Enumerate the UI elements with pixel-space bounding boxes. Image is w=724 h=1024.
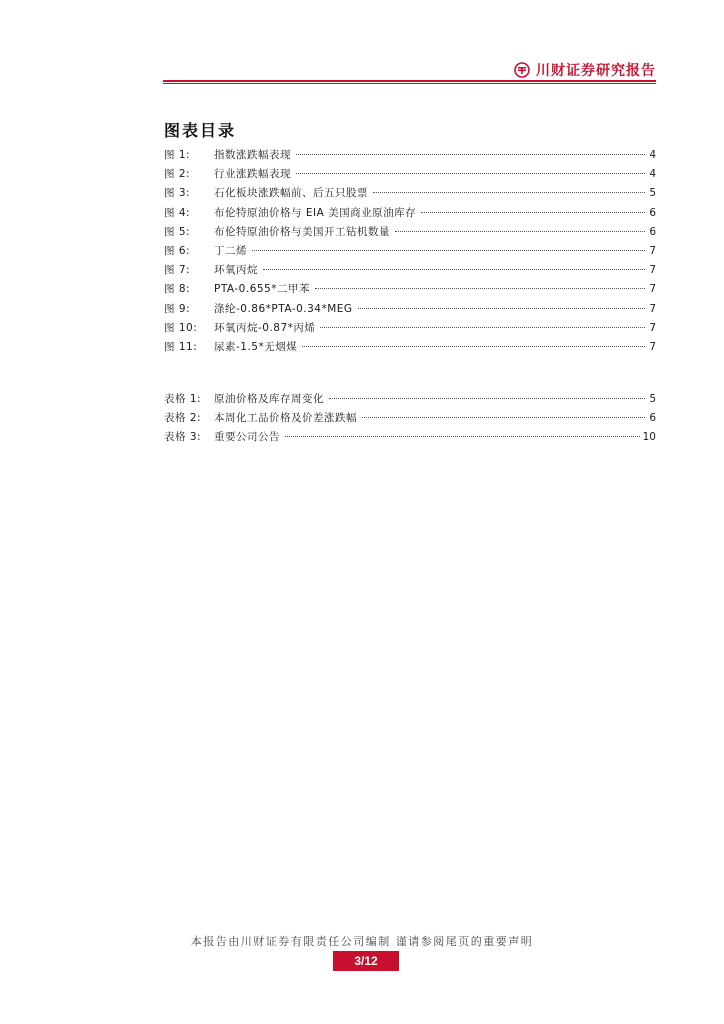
toc-leader-dots <box>329 398 645 399</box>
toc-entry-figure-4[interactable] <box>164 204 656 223</box>
footer-disclaimer: 本报告由川财证券有限责任公司编制 谨请参阅尾页的重要声明 <box>190 935 534 948</box>
toc-entry-figure-11[interactable] <box>164 338 656 357</box>
toc-entry-figure-3[interactable] <box>164 184 656 203</box>
chuancai-logo-icon <box>514 62 530 78</box>
toc-leader-dots <box>358 308 645 309</box>
toc-entry-figure-2[interactable] <box>164 165 656 184</box>
page-number-badge: 3/12 <box>333 951 399 971</box>
toc-entry-text: 环氧丙烷-0.87*丙烯 <box>214 321 316 334</box>
toc-leader-dots <box>421 212 645 213</box>
toc-entry-page: 6 <box>649 412 656 425</box>
toc-entry-text: 丁二烯 <box>214 244 247 257</box>
toc-leader-dots <box>320 327 645 328</box>
toc-entry-text: 重要公司公告 <box>214 431 280 444</box>
toc-leader-dots <box>315 288 645 289</box>
figure-list <box>164 146 656 357</box>
toc-entry-label: 图 4: <box>164 206 191 219</box>
toc-entry-label: 表格 2: <box>164 412 202 425</box>
toc-entry-page: 10 <box>642 431 656 444</box>
toc-entry-page: 7 <box>649 321 656 334</box>
toc-entry-label: 图 9: <box>164 302 191 315</box>
toc-entry-table-2[interactable] <box>164 409 656 428</box>
toc-entry-page: 5 <box>649 187 656 200</box>
toc-entry-page: 7 <box>649 244 656 257</box>
toc-entry-figure-7[interactable] <box>164 261 656 280</box>
toc-entry-page: 7 <box>649 340 656 353</box>
toc-entry-label: 图 5: <box>164 225 191 238</box>
toc-title: 图表目录 <box>164 121 237 140</box>
toc-leader-dots <box>373 192 645 193</box>
toc-entry-figure-10[interactable] <box>164 319 656 338</box>
toc-entry-label: 图 1: <box>164 149 191 161</box>
page-header <box>0 56 724 84</box>
toc-entry-text: 指数涨跌幅表现 <box>214 149 291 161</box>
toc-entry-figure-6[interactable] <box>164 242 656 261</box>
toc-entry-text: 环氧丙烷 <box>214 264 258 277</box>
toc-entry-text: 本周化工品价格及价差涨跌幅 <box>214 412 357 425</box>
toc-leader-dots <box>263 269 645 270</box>
toc-leader-dots <box>252 250 645 251</box>
toc-entry-page: 4 <box>649 149 656 161</box>
brand <box>514 60 656 80</box>
toc-entry-text: 尿素-1.5*无烟煤 <box>214 340 298 353</box>
toc-entry-text: PTA-0.655*二甲苯 <box>214 283 310 296</box>
toc-entry-page: 7 <box>649 283 656 296</box>
header-rule <box>163 80 656 82</box>
toc-entry-page: 7 <box>649 302 656 315</box>
toc-entry-label: 表格 1: <box>164 393 202 405</box>
toc-entry-label: 图 3: <box>164 187 191 200</box>
toc-entry-text: 布伦特原油价格与美国开工钻机数量 <box>214 225 390 238</box>
toc-leader-dots <box>296 173 645 174</box>
toc-entry-page: 6 <box>649 225 656 238</box>
toc-leader-dots <box>296 154 645 155</box>
toc-entry-table-1[interactable] <box>164 390 656 409</box>
toc-entry-figure-9[interactable] <box>164 300 656 319</box>
toc-entry-label: 图 8: <box>164 283 191 296</box>
toc-leader-dots <box>285 436 640 437</box>
toc-entry-label: 图 10: <box>164 321 198 334</box>
toc-entry-text: 行业涨跌幅表现 <box>214 168 291 181</box>
brand-name: 川财证券研究报告 <box>536 63 656 79</box>
toc-entry-figure-1[interactable] <box>164 146 656 165</box>
toc-entry-text: 布伦特原油价格与 EIA 美国商业原油库存 <box>214 206 417 219</box>
toc-entry-label: 图 11: <box>164 340 198 353</box>
toc-entry-table-3[interactable] <box>164 428 656 447</box>
table-list <box>164 390 656 448</box>
header-rule-thin <box>163 83 656 84</box>
toc-leader-dots <box>395 231 645 232</box>
toc-entry-label: 图 6: <box>164 244 191 257</box>
toc-leader-dots <box>362 417 645 418</box>
toc-entry-page: 6 <box>649 206 656 219</box>
toc-entry-page: 4 <box>649 168 656 181</box>
toc-entry-text: 原油价格及库存周变化 <box>214 393 324 405</box>
toc-entry-text: 石化板块涨跌幅前、后五只股票 <box>214 187 368 200</box>
toc-entry-figure-5[interactable] <box>164 223 656 242</box>
toc-entry-figure-8[interactable] <box>164 280 656 299</box>
toc-entry-label: 图 7: <box>164 264 191 277</box>
toc-entry-page: 7 <box>649 264 656 277</box>
toc-entry-label: 表格 3: <box>164 431 202 444</box>
toc-entry-label: 图 2: <box>164 168 191 181</box>
toc-entry-text: 涤纶-0.86*PTA-0.34*MEG <box>214 302 353 315</box>
toc-leader-dots <box>302 346 645 347</box>
toc-entry-page: 5 <box>649 393 656 405</box>
